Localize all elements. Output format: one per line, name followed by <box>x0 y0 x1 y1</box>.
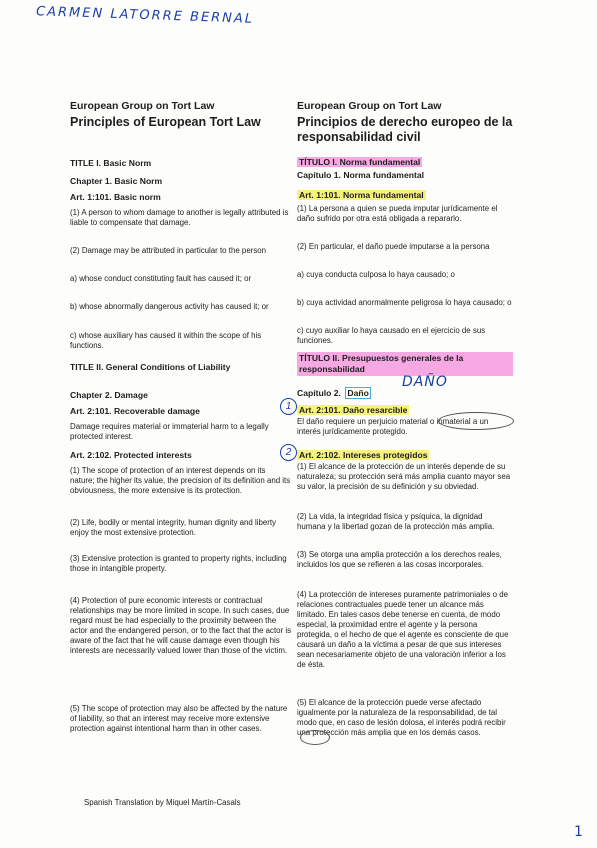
dano-word-boxed: Daño <box>347 388 369 398</box>
left-p2c: c) whose auxiliary has caused it within the scope of his functions. <box>70 331 262 350</box>
right-p2: (2) En particular, el daño puede imputarse a la persona <box>297 242 490 251</box>
english-column <box>70 100 292 733</box>
circled-word-inmaterial <box>438 412 514 430</box>
handwritten-name: CARMEN LATORRE BERNAL <box>35 4 255 27</box>
right-p8: (5) El alcance de la protección puede verse afectado igualmente por la naturaleza de la responsabilidad, de tal modo que, en caso de lesión dolosa, el interés podrá recibir una protección más amplia que en los demás casos. <box>297 698 506 737</box>
right-title1: TÍTULO I. Norma fundamental <box>299 157 421 167</box>
right-p5: (2) La vida, la integridad física y psíquica, la dignidad humana y la libertad gozan de la protección más amplia. <box>297 512 495 531</box>
left-p4: (1) The scope of protection of an interest depends on its nature; the higher its value, the precision of its definition and its obviousness, the more extensive is its protection. <box>70 466 291 495</box>
right-chapter2: Capítulo 2. Daño <box>297 388 369 398</box>
spanish-column <box>297 100 513 737</box>
left-p5: (2) Life, bodily or mental integrity, human dignity and liberty enjoy the most extensive protection. <box>70 518 276 537</box>
right-art1101: Art. 1:101. Norma fundamental <box>299 190 424 200</box>
right-p6: (3) Se otorga una amplia protección a los derechos reales, incluidos los que se refieren a las cosas incorporales. <box>297 550 502 569</box>
right-p3: El daño requiere un perjuicio material o inmaterial a un interés jurídicamente protegido. <box>297 417 489 436</box>
left-p3: Damage requires material or immaterial harm to a legally protected interest. <box>70 422 269 441</box>
right-art2101: Art. 2:101. Daño resarcible <box>299 405 408 415</box>
left-chapter2: Chapter 2. Damage <box>70 390 148 400</box>
right-p2a: a) cuya conducta culposa lo haya causado; o <box>297 270 455 279</box>
left-title2: TITLE II. General Conditions of Liability <box>70 362 231 372</box>
left-art1101: Art. 1:101. Basic norm <box>70 192 161 202</box>
right-p2b: b) cuya actividad anormalmente peligrosa lo haya causado; o <box>297 298 512 307</box>
left-group: European Group on Tort Law <box>70 100 215 112</box>
right-p1: (1) La persona a quien se pueda imputar jurídicamente el daño sufrido por otra está obligada a repararlo. <box>297 204 498 223</box>
left-chapter1: Chapter 1. Basic Norm <box>70 176 163 186</box>
translation-credit: Spanish Translation by Miquel Martín-Casals <box>84 798 241 807</box>
right-group: European Group on Tort Law <box>297 100 442 112</box>
handwritten-dano: DAÑO <box>402 374 448 390</box>
left-p2b: b) whose abnormally dangerous activity has caused it; or <box>70 302 269 311</box>
right-p7: (4) La protección de intereses puramente patrimoniales o de relaciones contractuales puede tener un alcance más limitado. En tales casos debe tenerse en cuenta, de modo especial, la proximidad entre el agente y la persona protegida, o el hecho de que el agente es consciente de que causará un daño a la víctima a pesar de que sus intereses sean necesariamente objeto de una valoración inferior a los de ésta. <box>297 590 509 669</box>
left-art2102: Art. 2:102. Protected interests <box>70 450 192 460</box>
left-title1: TITLE I. Basic Norm <box>70 158 152 168</box>
circled-word-dolosa <box>300 730 330 745</box>
right-title: Principios de derecho europeo de la responsabilidad civil <box>297 115 513 144</box>
left-p6: (3) Extensive protection is granted to property rights, including those in intangible property. <box>70 554 287 573</box>
right-art2102: Art. 2:102. Intereses protegidos <box>299 450 428 460</box>
right-chapter1: Capítulo 1. Norma fundamental <box>297 170 425 180</box>
page-number: 1 <box>574 824 583 840</box>
circled-number-1: 1 <box>280 398 297 415</box>
left-art2101: Art. 2:101. Recoverable damage <box>70 406 200 416</box>
left-title: Principles of European Tort Law <box>70 115 261 129</box>
left-p8: (5) The scope of protection may also be affected by the nature of liability, so that an interest may receive more extensive protection against intentional harm than in other cases. <box>70 704 288 733</box>
left-p2a: a) whose conduct constituting fault has caused it; or <box>70 274 252 283</box>
right-p2c: c) cuyo auxiliar lo haya causado en el ejercicio de sus funciones. <box>297 326 486 345</box>
right-title2: TÍTULO II. Presupuestos generales de la responsabilidad <box>297 352 513 376</box>
left-p7: (4) Protection of pure economic interests or contractual relationships may be more limited in scope. In such cases, due regard must be had especially to the proximity between the actor and the endangered person, or to the fact that the actor is aware of the fact that he will cause damage even though his interests are necessarily valued lower than those of the victim. <box>70 596 292 655</box>
left-p1: (1) A person to whom damage to another is legally attributed is liable to compensate that damage. <box>70 208 289 227</box>
circled-number-2: 2 <box>280 444 297 461</box>
right-p4: (1) El alcance de la protección de un interés depende de su naturaleza; su protección será más amplia cuanto mayor sea su valor, la precisión de su definición y su obviedad. <box>297 462 511 491</box>
left-p2: (2) Damage may be attributed in particular to the person <box>70 246 267 255</box>
